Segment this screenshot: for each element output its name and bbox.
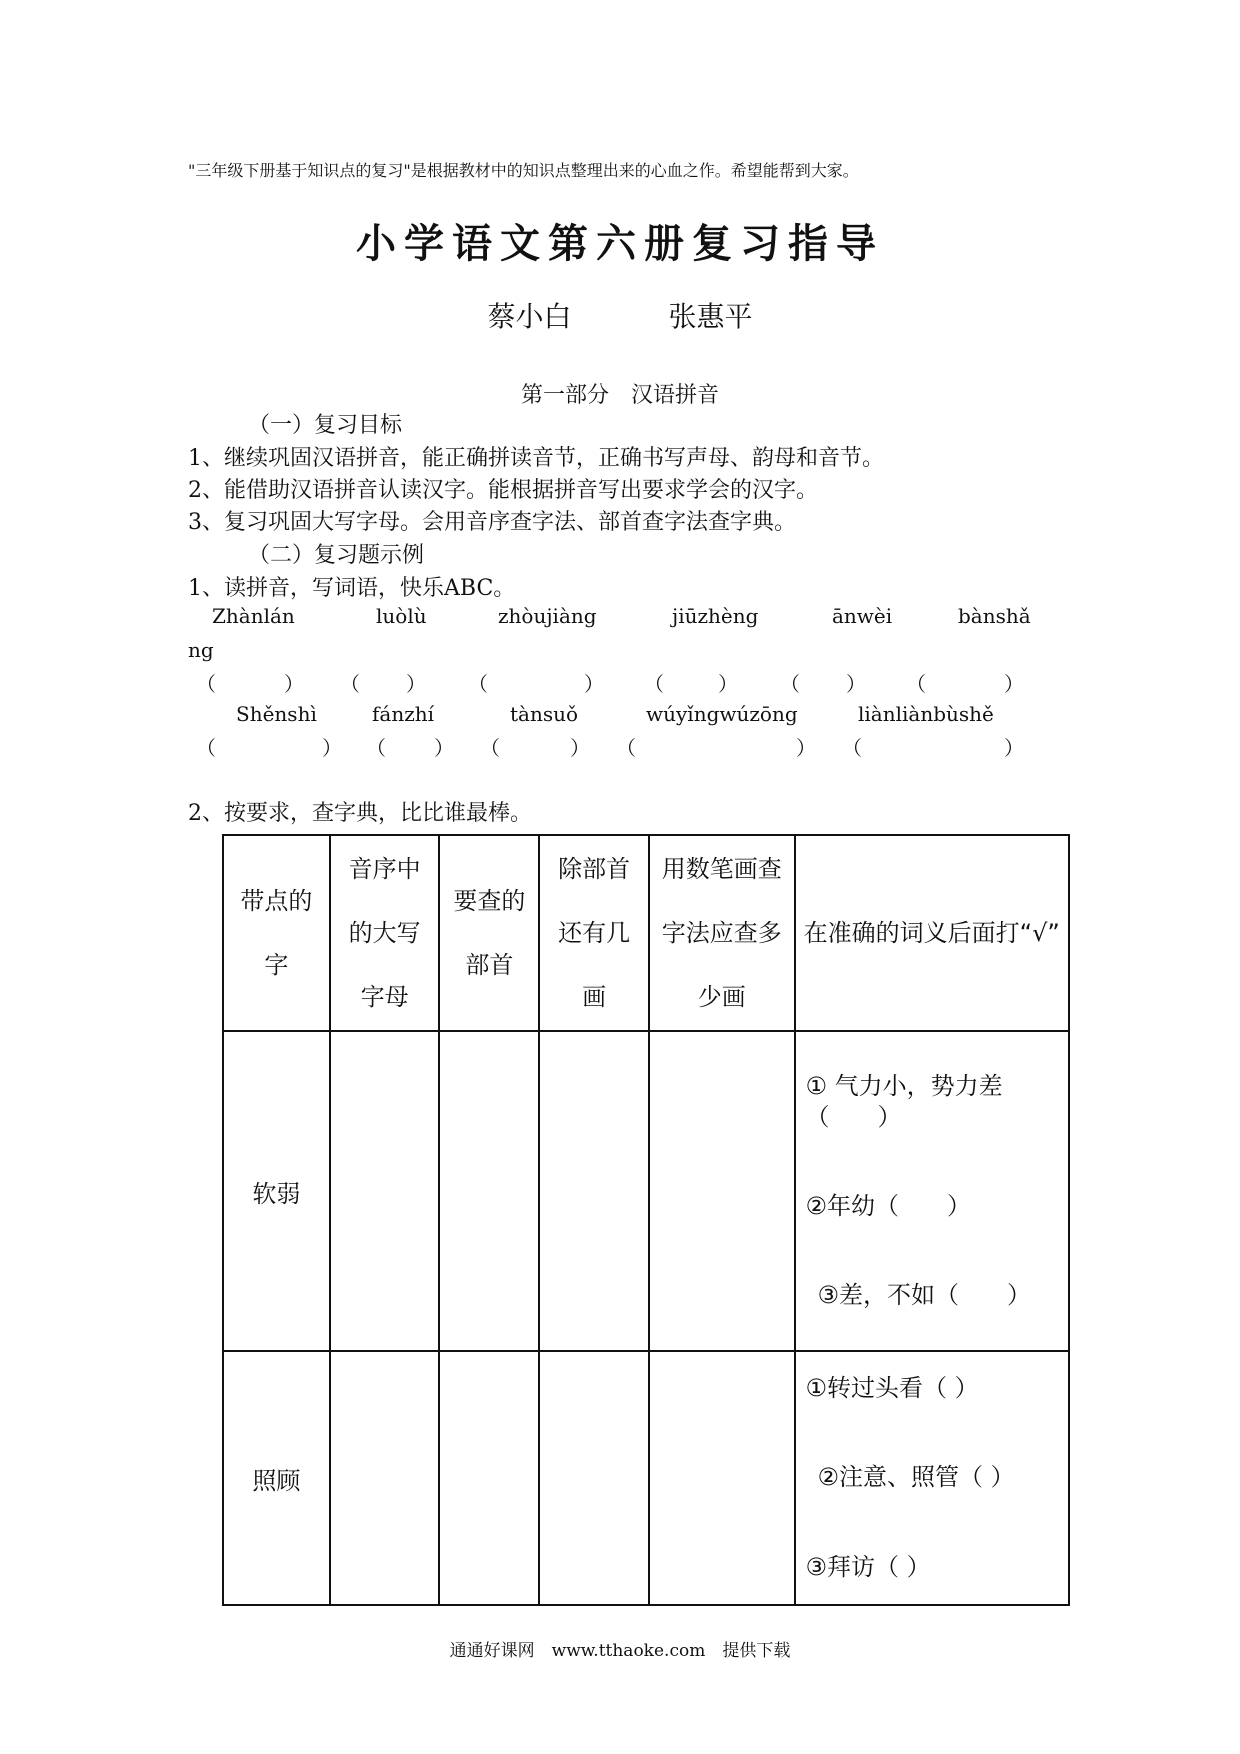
document-title: 小学语文第六册复习指导 (356, 220, 884, 267)
meaning-option: ①转过头看（ ） (805, 1374, 979, 1403)
meaning-option: ③拜访（ ） (805, 1552, 931, 1581)
table-row (223, 1351, 1069, 1605)
pinyin-4: jiūzhèng (672, 604, 759, 628)
header-remaining-strokes: 除部首还有几画 (539, 835, 649, 1031)
answer-cell[interactable] (439, 1351, 539, 1605)
answer-paren-close: ） (718, 672, 738, 696)
answer-paren-open: （ (780, 672, 800, 696)
intro-note: "三年级下册基于知识点的复习"是根据教材中的知识点整理出来的心血之作。希望能帮到大家。 (188, 161, 859, 180)
pinyin-11: liànliànbùshě (858, 702, 994, 726)
answer-paren-open: （ (366, 736, 386, 760)
answer-paren-close: ） (1004, 736, 1024, 760)
meaning-option: ②年幼（ ） (805, 1192, 972, 1220)
header-radical: 要查的部首 (439, 835, 539, 1031)
header-meaning: 在准确的词义后面打“√” (795, 835, 1069, 1031)
word-cell: 软弱 (223, 1031, 330, 1351)
pinyin-6-wrap: ng (188, 638, 214, 662)
section1-heading: （一）复习目标 (248, 413, 403, 438)
answer-paren-open: （ (196, 672, 216, 696)
answer-cell[interactable] (649, 1351, 795, 1605)
answer-paren-open: （ (340, 672, 360, 696)
meaning-option: ① 气力小，势力差（ ） (805, 1071, 1003, 1131)
answer-paren-open: （ (842, 736, 862, 760)
pinyin-7: Shěnshì (236, 702, 317, 726)
answer-paren-close: ） (406, 672, 426, 696)
answer-cell[interactable] (330, 1351, 440, 1605)
answer-cell[interactable] (439, 1031, 539, 1351)
table-row (223, 1031, 1069, 1351)
answer-paren-close: ） (584, 672, 604, 696)
answer-paren-open: （ (468, 672, 488, 696)
answer-paren-close: ） (796, 736, 816, 760)
answer-cell[interactable] (330, 1031, 440, 1351)
answer-paren-open: （ (616, 736, 636, 760)
pinyin-2: luòlù (376, 604, 427, 628)
pinyin-1: Zhànlán (212, 604, 295, 628)
header-phonetic-letter: 音序中的大写字母 (330, 835, 440, 1031)
meanings-cell (795, 1031, 1069, 1351)
answer-paren-open: （ (480, 736, 500, 760)
pinyin-10: wúyǐngwúzōng (646, 702, 798, 726)
answer-cell[interactable] (539, 1031, 649, 1351)
pinyin-8: fánzhí (372, 702, 435, 726)
answer-paren-open: （ (196, 736, 216, 760)
question-2: 2、按要求，查字典，比比谁最棒。 (188, 801, 532, 826)
pinyin-5: ānwèi (832, 604, 893, 628)
dictionary-table (222, 834, 1070, 1606)
goal-item-2: 2、能借助汉语拼音认读汉字。能根据拼音写出要求学会的汉字。 (188, 478, 818, 503)
section2-heading: （二）复习题示例 (248, 543, 425, 568)
answer-paren-close: ） (434, 736, 454, 760)
word-cell: 照顾 (223, 1351, 330, 1605)
answer-paren-close: ） (1004, 672, 1024, 696)
answer-cell[interactable] (649, 1031, 795, 1351)
author-1: 蔡小白 (487, 300, 572, 333)
answer-paren-close: ） (284, 672, 304, 696)
header-total-strokes: 用数笔画查字法应查多少画 (649, 835, 795, 1031)
answer-paren-open: （ (644, 672, 664, 696)
meaning-option: ③差，不如（ ） (817, 1281, 1032, 1310)
part-title: 第一部分 汉语拼音 (520, 383, 719, 408)
author-2: 张惠平 (668, 300, 753, 333)
meaning-option: ②注意、照管（ ） (817, 1463, 1015, 1492)
question-1: 1、读拼音，写词语，快乐ABC。 (188, 576, 516, 601)
meanings-cell (795, 1351, 1069, 1605)
answer-paren-open: （ (906, 672, 926, 696)
goal-item-3: 3、复习巩固大写字母。会用音序查字法、部首查字法查字典。 (188, 510, 796, 535)
answer-paren-close: ） (570, 736, 590, 760)
goal-item-1: 1、继续巩固汉语拼音，能正确拼读音节，正确书写声母、韵母和音节。 (188, 446, 884, 471)
answer-paren-close: ） (322, 736, 342, 760)
pinyin-6: bànshǎ (958, 604, 1031, 628)
answer-paren-close: ） (846, 672, 866, 696)
pinyin-9: tànsuǒ (510, 702, 579, 726)
answer-cell[interactable] (539, 1351, 649, 1605)
authors (0, 295, 1240, 335)
header-dotted-char: 带点的字 (223, 835, 330, 1031)
pinyin-3: zhòujiàng (498, 604, 597, 628)
footer: 通通好课网 www.tthaoke.com 提供下载 (449, 1641, 791, 1661)
